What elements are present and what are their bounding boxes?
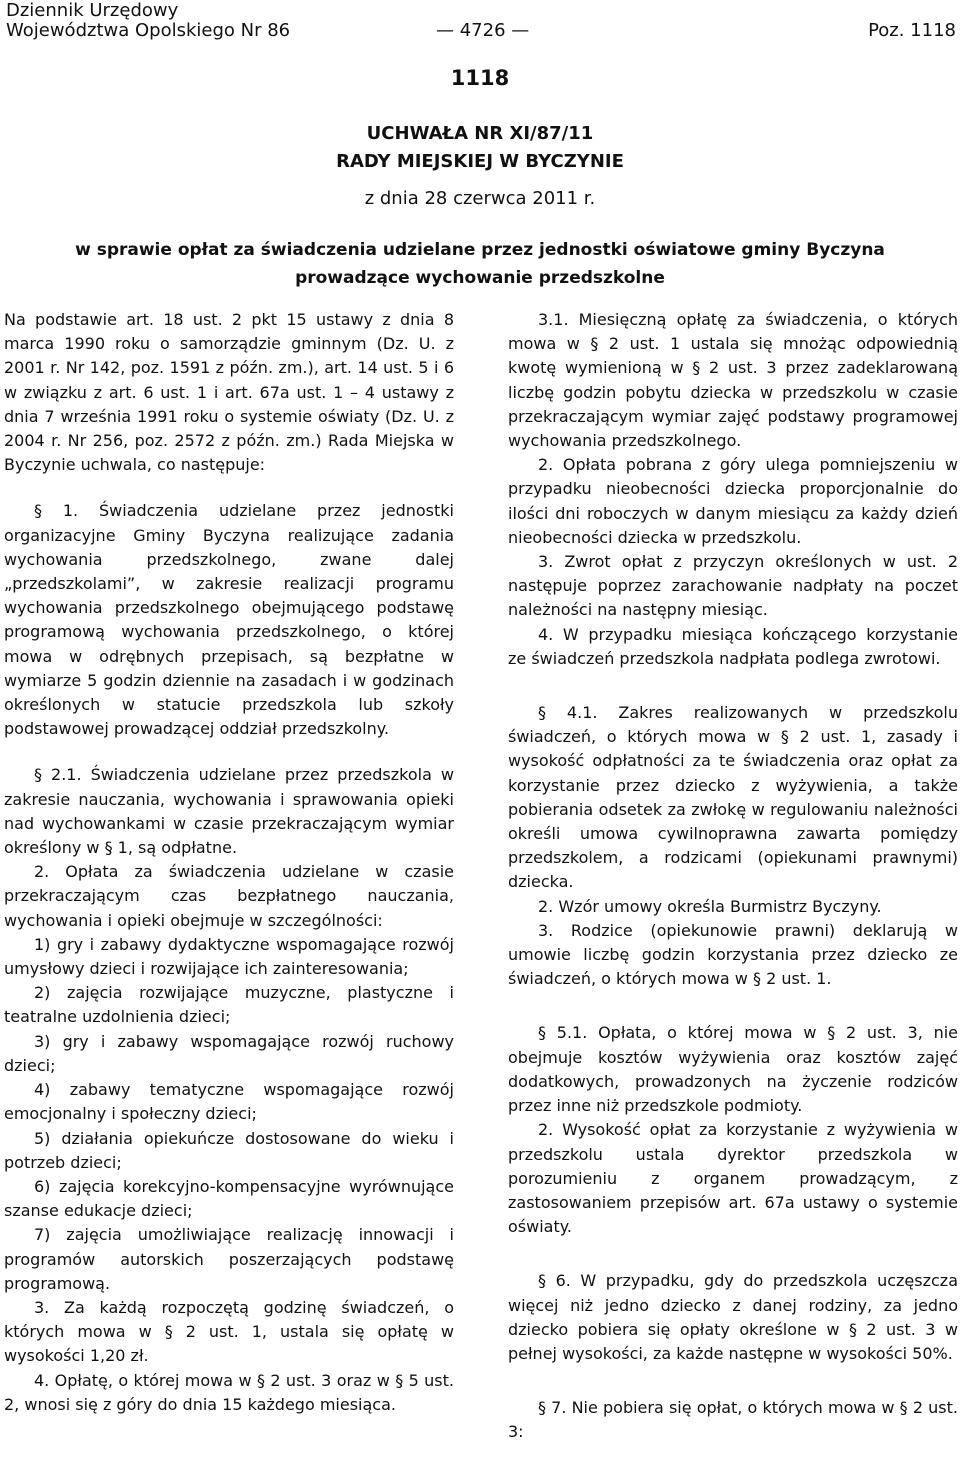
list-item: 2) zajęcia rozwijające muzyczne, plastyczne i teatralne uzdolnienia dzieci; [4,983,454,1027]
title-line-1: UCHWAŁA NR XI/87/11 [366,123,594,144]
paragraph-4-3: 3. Rodzice (opiekunowie prawni) deklarują w umowie liczbę godzin korzystania przez dziecko ze świadczeń, o których mowa w § 2 ust. 1. [508,920,958,989]
journal-name: Dziennik Urzędowy [6,0,179,21]
document-subject [0,236,960,292]
paragraph-5-2: 2. Wysokość opłat za korzystanie z wyżywienia w przedszkolu ustala dyrektor przedszkola w porozumieniu z organem prowadzącym, z zastosowaniem przepisów art. 67a ustawy o systemie oświaty. [508,1120,958,1237]
list-item: 1) gry i zabawy dydaktyczne wspomagające rozwój umysłowy dzieci i rozwijające ich zainteresowania; [4,934,454,979]
title-line-2: RADY MIEJSKIEJ W BYCZYNIE [336,151,624,172]
list-item: 6) zajęcia korekcyjno-kompensacyjne wyrównujące szanse edukacje dzieci; [4,1176,454,1221]
subject-line-2: prowadzące wychowanie przedszkolne [295,268,665,288]
journal-issue: Województwa Opolskiego Nr 86 [6,20,291,41]
document-date: z dnia 28 czerwca 2011 r. [364,188,596,209]
left-column [4,308,454,1417]
paragraph-2-2: 2. Opłata za świadczenia udzielane w czasie przekraczającym czas bezpłatnego nauczania, wychowania i opieki obejmuje w szczególności: [4,862,454,930]
right-column [508,308,958,1445]
list-item: 7) zajęcia umożliwiające realizację innowacji i programów autorskich poszerzających podstawę programową. [4,1225,454,1293]
position-number: Poz. 1118 [868,20,956,41]
list-item: 5) działania opiekuńcze dostosowane do wieku i potrzeb dzieci; [4,1128,454,1172]
paragraph-6: § 6. W przypadku, gdy do przedszkola uczęszcza więcej niż jedno dziecko z danej rodziny, za jedno dziecko pobiera się opłaty określone w § 2 ust. 3 w pełnej wysokości, za każde następne w wysokości 50%. [508,1271,958,1363]
paragraph-3-1: 3.1. Miesięczną opłatę za świadczenia, o których mowa w § 2 ust. 1 ustala się mnożąc odpowiednią kwotę wymienioną w § 2 ust. 3 przez zadeklarowaną liczbę godzin pobytu dziecka w przedszkolu w czasie przekraczającym wymiar zajęć podstawy programowej wychowania przedszkolnego. [508,310,958,451]
paragraph-4-1: § 4.1. Zakres realizowanych w przedszkolu świadczeń, o których mowa w § 2 ust. 1, zasady i wysokość odpłatności za te świadczenia oraz opłat za korzystanie przez dziecko z wyżywienia, a także pobierania odsetek za zwłokę w regulowaniu należności określi umowa cywilnoprawna zawarta pomiędzy przedszkolem, a rodzicami (opiekunami prawnymi) dziecka. [508,703,958,892]
paragraph-3-4: 4. W przypadku miesiąca kończącego korzystanie ze świadczeń przedszkola nadpłata podlega zwrotowi. [508,624,958,668]
list-item: 4) zabawy tematyczne wspomagające rozwój emocjonalny i społeczny dzieci; [4,1080,454,1124]
paragraph-3-2: 2. Opłata pobrana z góry ulega pomniejszeniu w przypadku nieobecności dziecka proporcjonalnie do ilości dni roboczych w danym miesiącu za każdy dzień nieobecności dziecka w przedszkolu. [508,455,958,547]
paragraph-3-3: 3. Zwrot opłat z przyczyn określonych w ust. 2 następuje poprzez zarachowanie nadpłaty na poczet należności na następny miesiąc. [508,552,958,620]
paragraph-2-1: § 2.1. Świadczenia udzielane przez przedszkola w zakresie nauczania, wychowania i sprawowania opieki nad wychowankami w czasie przekraczającym wymiar określony w § 1, są odpłatne. [4,765,454,858]
legal-basis-paragraph: Na podstawie art. 18 ust. 2 pkt 15 ustawy z dnia 8 marca 1990 roku o samorządzie gminnym (Dz. U. z 2001 r. Nr 142, poz. 1591 z późn. zm.), art. 14 ust. 5 i 6 w związku z art. 6 ust. 1 i art. 67a ust. 1 – 4 ustawy z dnia 7 września 1991 roku o systemie oświaty (Dz. U. z 2004 r. Nr 256, poz. 2572 z późn. zm.) Rada Miejska w Byczynie uchwala, co następuje: [4,310,454,475]
paragraph-7: § 7. Nie pobiera się opłat, o których mowa w § 2 ust. 3: [508,1398,958,1442]
page-number: — 4726 — [436,20,530,41]
subject-line-1: w sprawie opłat za świadczenia udzielane przez jednostki oświatowe gminy Byczyna [75,240,885,260]
paragraph-5-1: § 5.1. Opłata, o której mowa w § 2 ust. 3, nie obejmuje kosztów wyżywienia oraz kosztów zajęć dodatkowych, prowadzonych na życzenie rodziców przez inne niż przedszkole podmioty. [508,1023,958,1116]
document-number: 1118 [450,66,510,90]
paragraph-1: § 1. Świadczenia udzielane przez jednostki organizacyjne Gminy Byczyna realizujące zadania wychowania przedszkolnego, zwane dalej „przedszkolami”, w zakresie realizacji programu wychowania przedszkolnego obejmującego podstawę programową wychowania przedszkolnego, o której mowa w odrębnych przepisach, są bezpłatne w wymiarze 5 godzin dziennie na zasadach i w godzinach określonych w statucie przedszkola lub szkoły podstawowej prowadzącej oddział przedszkolny. [4,501,454,739]
document-title [0,120,960,176]
paragraph-2-4: 4. Opłatę, o której mowa w § 2 ust. 3 oraz w § 5 ust. 2, wnosi się z góry do dnia 15 każdego miesiąca. [4,1370,454,1414]
list-item: 3) gry i zabawy wspomagające rozwój ruchowy dzieci; [4,1031,454,1075]
paragraph-4-2: 2. Wzór umowy określa Burmistrz Byczyny. [538,896,882,916]
paragraph-2-3: 3. Za każdą rozpoczętą godzinę świadczeń, o których mowa w § 2 ust. 1, ustala się opłatę w wysokości 1,20 zł. [4,1297,454,1366]
